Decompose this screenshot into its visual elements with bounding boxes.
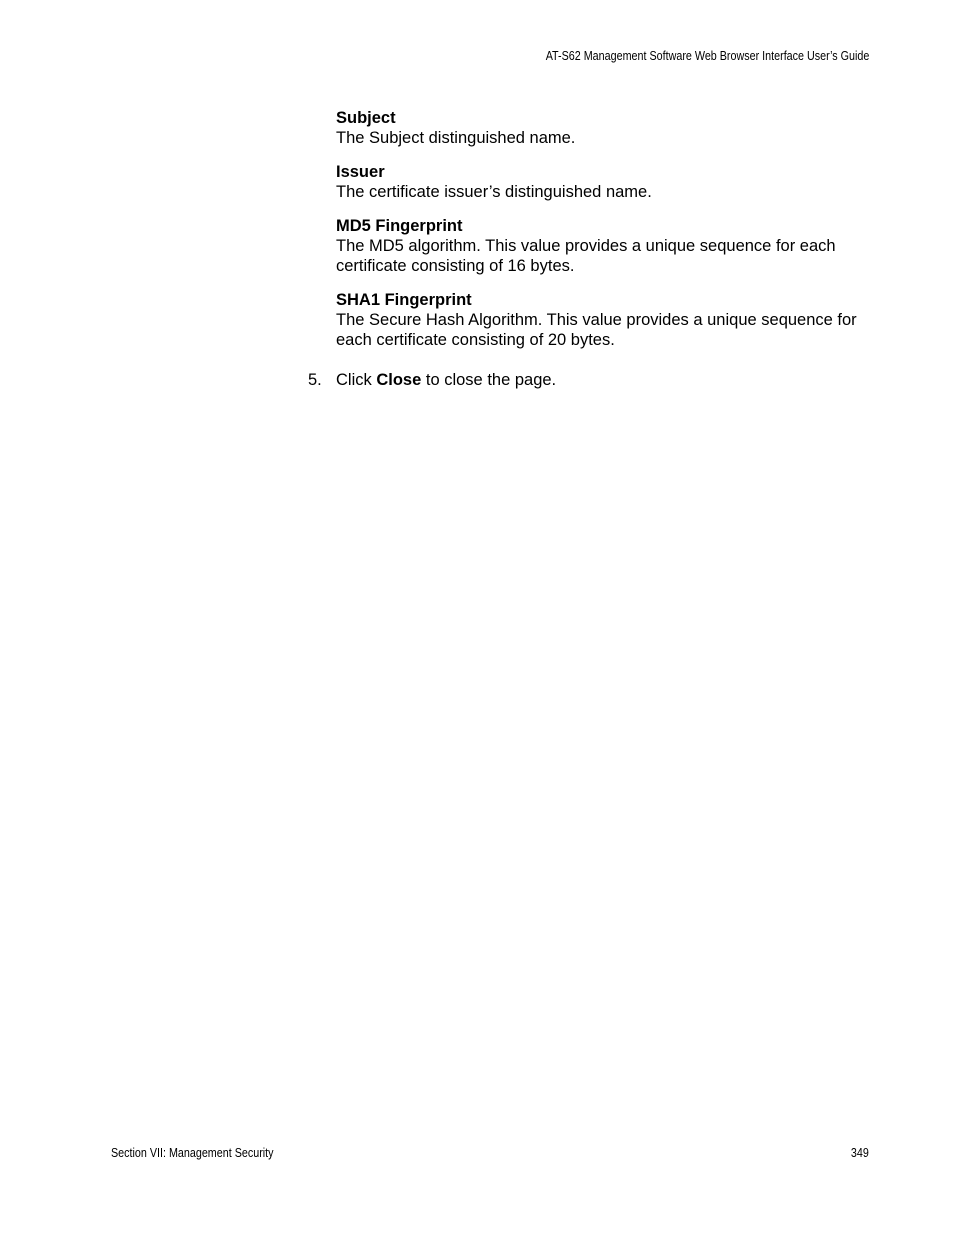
field-description: The MD5 algorithm. This value provides a unique sequence for each certificate consisting of 16 bytes. bbox=[336, 237, 836, 275]
field-term: SHA1 Fingerprint bbox=[336, 291, 472, 309]
step-text-suffix: to close the page. bbox=[421, 371, 557, 389]
footer-page-number: 349 bbox=[851, 1146, 869, 1160]
field-description: The Subject distinguished name. bbox=[336, 129, 576, 147]
running-header: AT-S62 Management Software Web Browser Interface User’s Guide bbox=[545, 49, 869, 63]
field-md5-fingerprint bbox=[336, 216, 876, 276]
field-definitions bbox=[336, 108, 876, 364]
field-description: The Secure Hash Algorithm. This value provides a unique sequence for each certificate consisting of 20 bytes. bbox=[336, 311, 857, 349]
field-sha1-fingerprint bbox=[336, 290, 876, 350]
field-term: Issuer bbox=[336, 163, 385, 181]
field-subject bbox=[336, 108, 876, 148]
field-term: MD5 Fingerprint bbox=[336, 217, 463, 235]
field-description: The certificate issuer’s distinguished name. bbox=[336, 183, 652, 201]
field-issuer bbox=[336, 162, 876, 202]
procedure-step bbox=[308, 370, 556, 390]
footer-section-title: Section VII: Management Security bbox=[111, 1146, 274, 1160]
step-text-prefix: Click bbox=[336, 371, 377, 389]
step-number: 5. bbox=[308, 371, 322, 389]
field-term: Subject bbox=[336, 109, 396, 127]
step-button-name: Close bbox=[376, 371, 422, 389]
